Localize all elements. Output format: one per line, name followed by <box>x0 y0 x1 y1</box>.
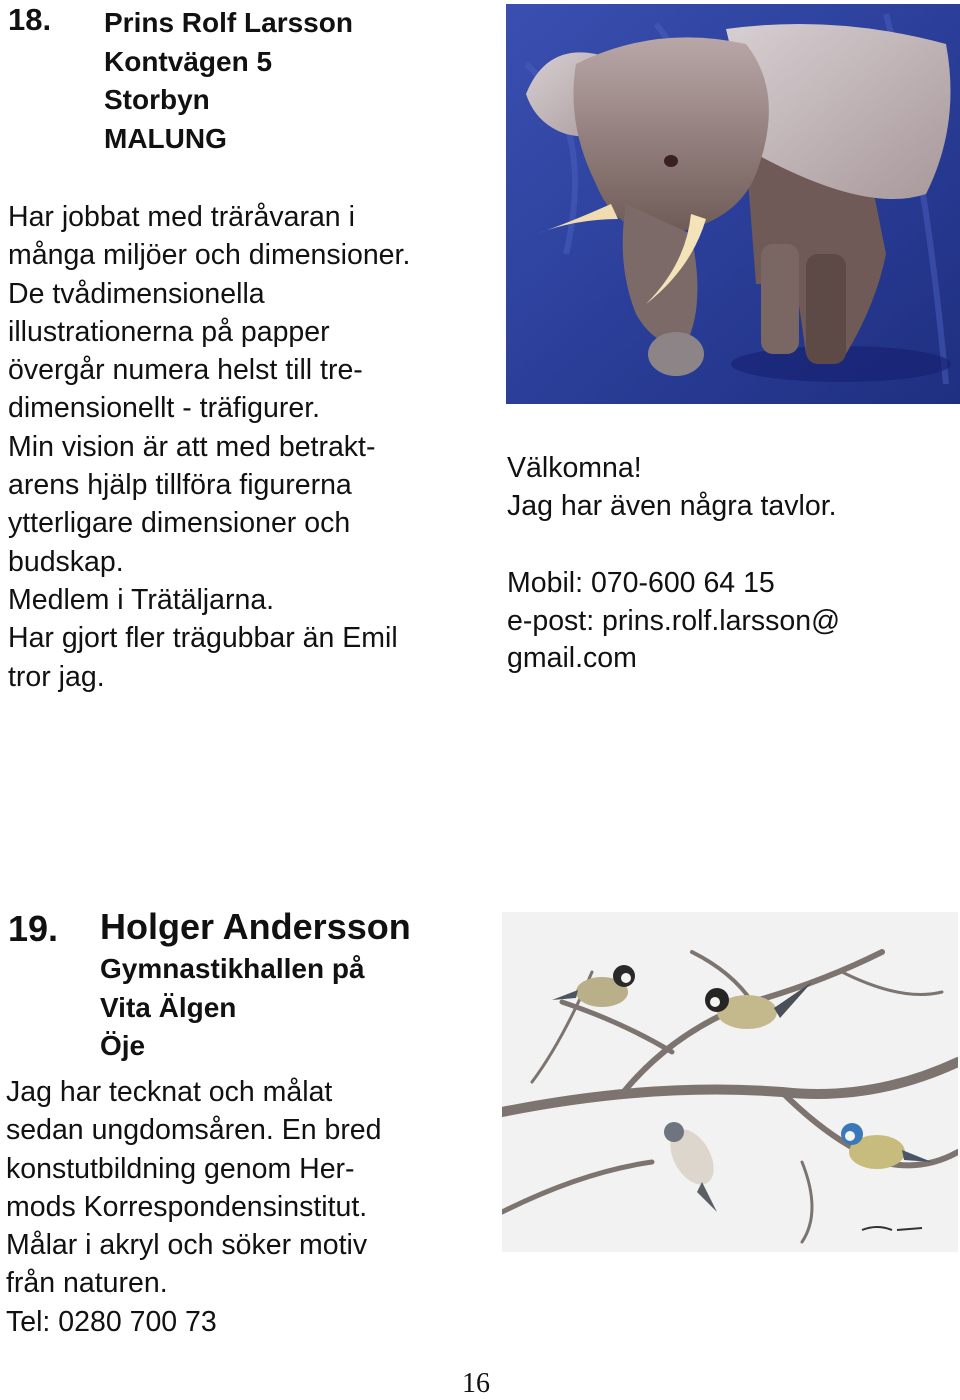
birds-painting <box>502 912 958 1252</box>
artist-name: Prins Rolf Larsson <box>104 7 353 38</box>
paintings-note: Jag har även några tavlor. <box>507 489 837 522</box>
town: Öje <box>100 1030 146 1061</box>
page-number: 16 <box>462 1368 490 1399</box>
email-address: e-post: prins.rolf.larsson@ <box>507 604 841 637</box>
description-line: Min vision är att med betrakt- <box>8 430 376 463</box>
entry-19-description <box>6 1073 382 1341</box>
venue-name: Gymnastikhallen på <box>100 953 365 984</box>
description-line: dimensionellt - träfigurer. <box>8 392 321 425</box>
entry-19-header <box>100 950 365 1066</box>
welcome-text: Välkomna! <box>507 452 642 484</box>
description-line: mods Korrespondensinstitut. <box>6 1190 368 1223</box>
entry-18-welcome <box>507 450 837 525</box>
town: MALUNG <box>104 122 227 154</box>
membership-line: Medlem i Trätäljarna. <box>8 583 275 616</box>
description-line: konstutbildning genom Her- <box>6 1152 355 1185</box>
mobile-number: Mobil: 070-600 64 15 <box>507 567 775 599</box>
entry-19-number: 19. <box>8 908 59 949</box>
elephant-sculpture-photo <box>506 4 960 404</box>
description-line: arens hjälp tillföra figurerna <box>8 469 352 502</box>
birds-painting-illustration <box>502 912 958 1252</box>
description-line: budskap. <box>8 545 124 578</box>
description-line: illustrationerna på papper <box>8 315 330 348</box>
street-address: Kontvägen 5 <box>104 45 273 77</box>
description-line: Målar i akryl och söker motiv <box>6 1229 368 1262</box>
description-line: ytterligare dimensioner och <box>8 507 351 540</box>
village: Storbyn <box>104 84 210 115</box>
description-line: sedan ungdomsåren. En bred <box>6 1114 382 1147</box>
venue-name-continued: Vita Älgen <box>100 991 237 1023</box>
phone-number: Tel: 0280 700 73 <box>6 1305 217 1338</box>
description-line: De tvådimensionella <box>8 277 265 310</box>
description-line: från naturen. <box>6 1267 168 1300</box>
description-line: Jag har tecknat och målat <box>6 1076 333 1108</box>
description-line: Har gjort fler trägubbar än Emil <box>8 622 398 655</box>
entry-18-header <box>104 4 353 158</box>
description-line: Har jobbat med träråvaran i <box>8 201 355 233</box>
elephant-photo-illustration <box>506 4 960 404</box>
entry-18-number: 18. <box>8 2 52 37</box>
email-address-continued: gmail.com <box>507 642 637 674</box>
artist-name: Holger Andersson <box>100 906 411 947</box>
description-line: många miljöer och dimensioner. <box>8 239 411 272</box>
entry-18-description <box>8 198 410 696</box>
entry-18-contact <box>507 565 840 678</box>
description-line: tror jag. <box>8 660 105 693</box>
description-line: övergår numera helst till tre- <box>8 354 363 387</box>
